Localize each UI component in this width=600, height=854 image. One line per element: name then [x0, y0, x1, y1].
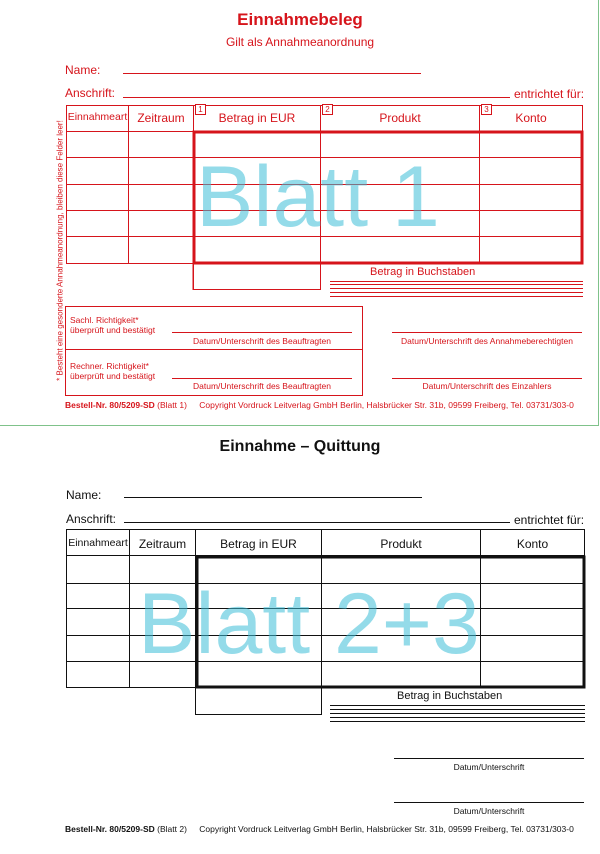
sheet2-sig-label-2: Datum/Unterschrift [453, 806, 525, 816]
sheet1-colnum-3: 3 [481, 104, 492, 115]
sheet2-col-produkt: Produkt [380, 537, 422, 551]
sheet1-col-einnahmeart: Einnahmeart [67, 111, 128, 123]
sheet1-col-betrag: Betrag in EUR [218, 111, 296, 125]
sheet1-colnum-2: 2 [322, 104, 333, 115]
sheet2-paid-for-label: entrichtet für: [514, 513, 585, 527]
sheet2-col-zeitraum: Zeitraum [138, 537, 187, 551]
sheet2-order-sheet: (Blatt 2) [157, 824, 187, 834]
sheet1-sig-commissioned-2: Datum/Unterschrift des Beauftragten [193, 381, 331, 391]
sheet1-colnum-1: 1 [195, 104, 206, 115]
sheet2-footer [65, 824, 574, 834]
sheet1-title: Einnahmebeleg [237, 10, 363, 29]
sheet2-title: Einnahme – Quittung [219, 438, 381, 455]
sheet1-sig-line-collector[interactable] [392, 378, 582, 379]
sheet1-col-konto: Konto [515, 111, 547, 125]
sheet1-order-sheet: (Blatt 1) [157, 400, 187, 410]
sheet2-sig-line-1[interactable] [394, 758, 584, 759]
sheet1-col-zeitraum: Zeitraum [137, 111, 185, 125]
sheet2-col-betrag: Betrag in EUR [220, 537, 297, 551]
sheet2-address-label: Anschrift: [66, 512, 117, 526]
sheet2-sig-label-1: Datum/Unterschrift [453, 762, 525, 772]
sheet1-amount-words-label: Betrag in Buchstaben [370, 266, 476, 278]
sheet1-side-note: * Besteht eine gesonderte Annahmeanordnung, bleiben diese Felder leer! [55, 120, 65, 381]
sheet2-copyright: Copyright Vordruck Leitverlag GmbH Berlin, Halsbrücker Str. 31b, 09599 Freiberg, Tel. 03731/303-0 [199, 824, 574, 834]
sheet1-sig-line-1[interactable] [172, 332, 352, 333]
sheet2-name-label: Name: [66, 488, 102, 502]
sheet1-sig-authorized: Datum/Unterschrift des Annahmeberechtigten [401, 336, 573, 346]
sheet2-sig-line-2[interactable] [394, 802, 584, 803]
sheet1-sig-line-2[interactable] [172, 378, 352, 379]
sheet1-paid-for-label: entrichtet für: [514, 87, 585, 101]
sheet2-watermark: Blatt 2+3 [138, 576, 480, 672]
sheet2-amount-words-label: Betrag in Buchstaben [397, 690, 503, 702]
sheet2-col-konto: Konto [516, 537, 549, 551]
sheet2-order-no: Bestell-Nr. 80/5209-SD [65, 824, 155, 834]
sheet1-col-produkt: Produkt [379, 111, 421, 125]
sheet1-address-label: Anschrift: [65, 86, 116, 100]
sheet2-col-einnahmeart: Einnahmeart [68, 537, 128, 549]
sheet1-copyright: Copyright Vordruck Leitverlag GmbH Berlin, Halsbrücker Str. 31b, 09599 Freiberg, Tel. 03731/303-0 [199, 400, 574, 410]
sheet1-factual-check: Sachl. Richtigkeit* überprüft und bestätigt [70, 315, 156, 335]
sheet1-watermark: Blatt 1 [196, 149, 440, 245]
sheet1-sig-collector: Datum/Unterschrift des Einzahlers [422, 381, 552, 391]
sheet1-sig-line-authorized[interactable] [392, 332, 582, 333]
sheet1-name-label: Name: [65, 63, 101, 77]
sheet1-subtitle: Gilt als Annahmeanordnung [225, 35, 375, 49]
sheet1-footer [65, 400, 574, 410]
sheet1-sig-commissioned-1: Datum/Unterschrift des Beauftragten [193, 336, 331, 346]
sheet1-order-no: Bestell-Nr. 80/5209-SD [65, 400, 155, 410]
sheet1-arith-check: Rechner. Richtigkeit* überprüft und bestätigt [70, 361, 156, 381]
